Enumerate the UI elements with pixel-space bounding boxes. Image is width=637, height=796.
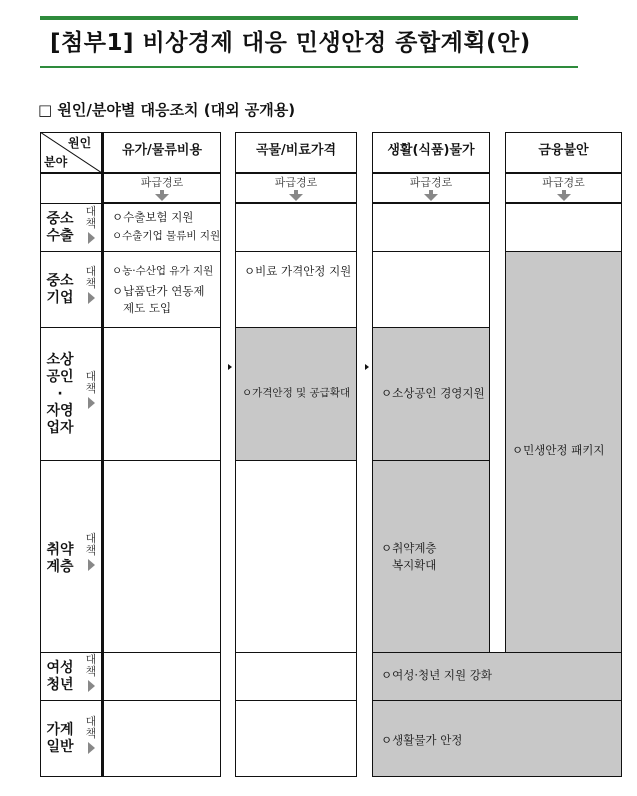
cell-household-grain bbox=[235, 700, 357, 777]
right-arrow-icon bbox=[88, 742, 95, 754]
column-header-living bbox=[372, 132, 490, 173]
row-label-household bbox=[42, 722, 78, 756]
cell-line: ㅇ생활물가 안정 bbox=[381, 733, 463, 747]
row-label-sme bbox=[42, 273, 78, 307]
pointer-arrow-icon bbox=[228, 364, 232, 370]
page-title: [첨부1] 비상경제 대응 민생안정 종합계획(안) bbox=[50, 30, 531, 56]
pointer-arrow-icon bbox=[365, 364, 369, 370]
column-header-finance-label: 금융불안 bbox=[538, 143, 589, 158]
row-label-text: 취약 계층 bbox=[46, 542, 74, 575]
cell-women-youth-fuel bbox=[103, 652, 221, 701]
cell-line: ㅇ민생안정 패키지 bbox=[512, 443, 605, 457]
cell-sme-fuel bbox=[103, 251, 221, 328]
cell-smallbiz-grain bbox=[235, 327, 357, 461]
cell-line: ㅇ가격안정 및 공급확대 bbox=[242, 387, 351, 399]
cell-line: ㅇ취약계층 bbox=[381, 541, 437, 555]
column-path-living bbox=[372, 173, 490, 203]
row-label-text: 중소 기업 bbox=[46, 273, 74, 306]
row-tag-export bbox=[82, 206, 100, 244]
section-heading: □ 원인/분야별 대응조치 (대외 공개용) bbox=[38, 101, 296, 119]
path-label: 파급경로 bbox=[409, 176, 453, 189]
row-label-text: 가계 일반 bbox=[46, 722, 74, 755]
column-path-fuel bbox=[103, 173, 221, 203]
down-arrow-icon bbox=[424, 190, 438, 201]
cell-sme-living bbox=[372, 251, 490, 328]
row-label-export bbox=[42, 211, 78, 245]
row-divider bbox=[40, 327, 103, 328]
cell-export-finance bbox=[505, 203, 622, 252]
row-tag-text: 대 책 bbox=[85, 532, 97, 557]
column-header-finance bbox=[505, 132, 622, 173]
row-tag-women-youth bbox=[82, 654, 100, 692]
cell-line: ㅇ수출기업 물류비 지원 bbox=[112, 230, 221, 242]
column-path-finance bbox=[505, 173, 622, 203]
title-underline bbox=[40, 66, 578, 68]
cell-line: ㅇ소상공인 경영지원 bbox=[381, 386, 485, 400]
cell-export-grain bbox=[235, 203, 357, 252]
cell-finance-merged bbox=[505, 251, 622, 653]
column-path-grain bbox=[235, 173, 357, 203]
column-header-grain-label: 곡물/비료가격 bbox=[255, 143, 337, 158]
row-tag-sme bbox=[82, 266, 100, 304]
down-arrow-icon bbox=[557, 190, 571, 201]
cell-smallbiz-fuel bbox=[103, 327, 221, 461]
corner-field-label: 분야 bbox=[44, 155, 68, 169]
row-label-vulnerable bbox=[42, 542, 78, 576]
down-arrow-icon bbox=[289, 190, 303, 201]
row-tag-text: 대 책 bbox=[85, 715, 97, 740]
row-divider bbox=[40, 700, 103, 701]
cell-export-fuel bbox=[103, 203, 221, 252]
cell-line: ㅇ납품단가 연동제 bbox=[112, 284, 205, 298]
column-header-living-label: 생활(식품)물가 bbox=[387, 143, 475, 158]
cell-sme-grain bbox=[235, 251, 357, 328]
path-label: 파급경로 bbox=[140, 176, 184, 189]
cell-women-youth-merged bbox=[372, 652, 622, 701]
corner-cause-label: 원인 bbox=[68, 136, 92, 150]
column-header-fuel bbox=[103, 132, 221, 173]
cell-line: 제도 도입 bbox=[112, 301, 172, 315]
path-label: 파급경로 bbox=[542, 176, 585, 189]
cell-smallbiz-living bbox=[372, 327, 490, 461]
row-label-text: 여성 청년 bbox=[46, 660, 74, 693]
cell-line: ㅇ농·수산업 유가 지원 bbox=[112, 265, 214, 277]
row-label-women-youth bbox=[42, 660, 78, 694]
right-arrow-icon bbox=[88, 232, 95, 244]
right-arrow-icon bbox=[88, 559, 95, 571]
row-divider bbox=[40, 203, 103, 204]
cell-vulnerable-grain bbox=[235, 460, 357, 653]
column-header-fuel-label: 유가/물류비용 bbox=[121, 143, 203, 158]
row-divider bbox=[40, 251, 103, 252]
row-label-text: 중소 수출 bbox=[46, 211, 74, 244]
cell-household-fuel bbox=[103, 700, 221, 777]
column-header-grain bbox=[235, 132, 357, 173]
down-arrow-icon bbox=[155, 190, 169, 201]
cell-vulnerable-living bbox=[372, 460, 490, 653]
title-top-bar bbox=[40, 16, 578, 20]
row-label-smallbiz bbox=[42, 352, 78, 437]
row-tag-smallbiz bbox=[82, 371, 100, 409]
row-label-text: 소상 공인 · 자영 업자 bbox=[46, 352, 74, 436]
row-divider bbox=[40, 460, 103, 461]
cell-line: ㅇ수출보험 지원 bbox=[112, 210, 194, 224]
row-tag-text: 대 책 bbox=[85, 265, 97, 290]
cell-line: ㅇ비료 가격안정 지원 bbox=[244, 264, 352, 278]
cell-women-youth-grain bbox=[235, 652, 357, 701]
right-arrow-icon bbox=[88, 397, 95, 409]
cell-vulnerable-fuel bbox=[103, 460, 221, 653]
row-tag-vulnerable bbox=[82, 533, 100, 571]
cell-export-living bbox=[372, 203, 490, 252]
row-tag-text: 대 책 bbox=[85, 205, 97, 230]
row-tag-household bbox=[82, 716, 100, 754]
cell-line: 복지확대 bbox=[381, 558, 437, 572]
path-label: 파급경로 bbox=[274, 176, 318, 189]
right-arrow-icon bbox=[88, 680, 95, 692]
row-tag-text: 대 책 bbox=[85, 370, 97, 395]
cell-line: ㅇ여성·청년 지원 강화 bbox=[381, 668, 492, 682]
right-arrow-icon bbox=[88, 292, 95, 304]
row-tag-text: 대 책 bbox=[85, 653, 97, 678]
cell-household-merged bbox=[372, 700, 622, 777]
